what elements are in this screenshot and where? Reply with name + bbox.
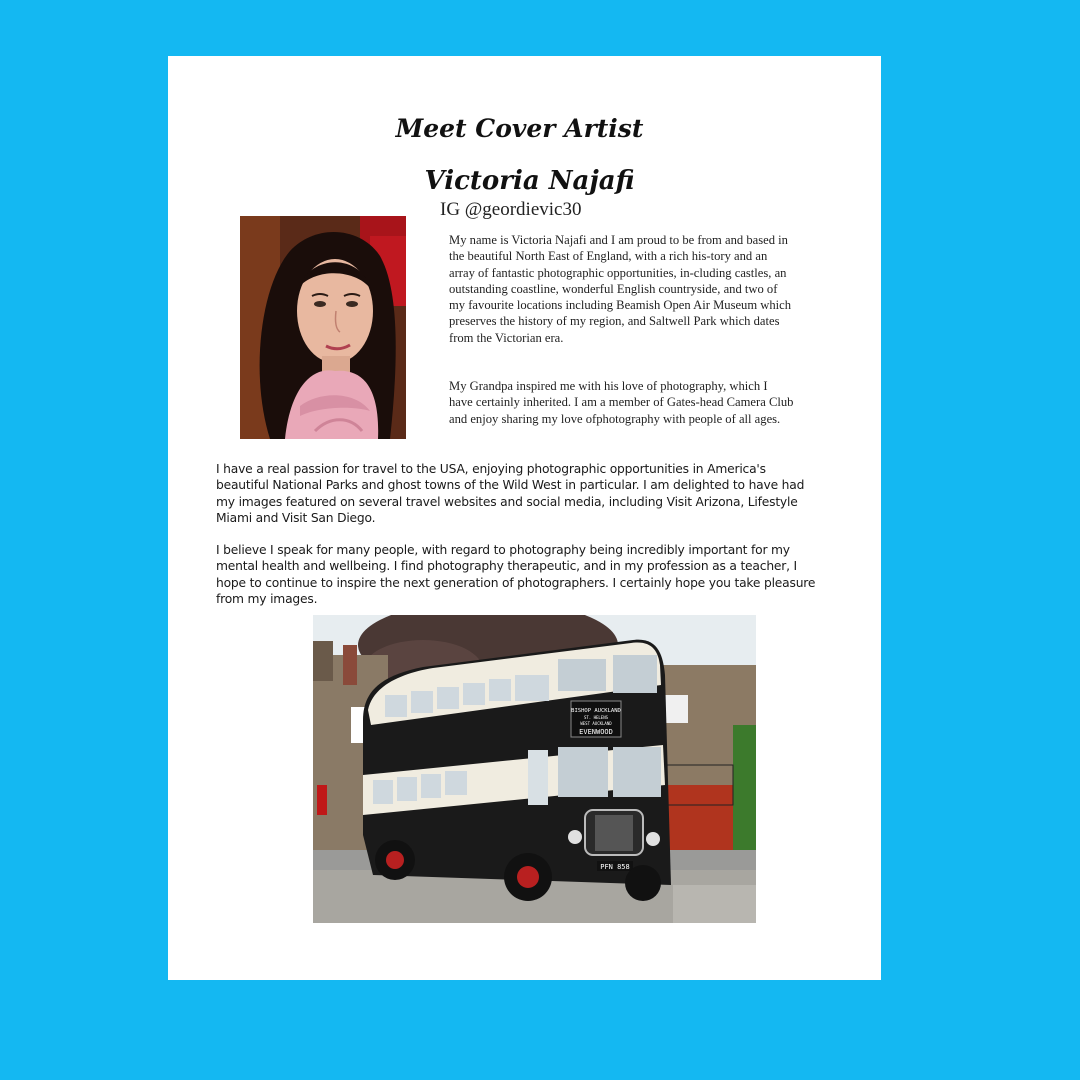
wellbeing-paragraph: I believe I speak for many people, with regard to photography being incredibly important for my mental health and wellbeing. I find photography therapeutic, and in my profession as a teacher, I hope to continue to inspire the next generation of photographers. I certainly hope you take pleasure from my images. [216, 543, 816, 606]
instagram-handle: IG @geordievic30 [440, 199, 582, 220]
bus-sign-line3: WEST AUCKLAND [580, 721, 612, 726]
artist-portrait-photo [240, 216, 406, 439]
bus-sign-line2: ST. HELENS [583, 715, 609, 720]
article-page [168, 56, 881, 980]
travel-paragraph: I have a real passion for travel to the USA, enjoying photographic opportunities in America's beautiful National Parks and ghost towns of the Wild West in particular. I am delighted to have had my images featured on several travel websites and social media, including Visit Arizona, Lifestyle Miami and Visit San Diego. [216, 462, 805, 525]
bus-sign-line4: EVENWOOD [579, 728, 613, 736]
page-title: Meet Cover Artist [395, 114, 644, 143]
bus-photo [313, 615, 756, 923]
grandpa-paragraph: My Grandpa inspired me with his love of photography, which I have certainly inherited. I am a member of Gates-head Camera Club and enjoy sharing my love ofphotography with people of all ages. [449, 379, 794, 426]
bus-plate: PFN 858 [600, 863, 630, 871]
bus-sign-line1: BISHOP AUCKLAND [571, 708, 621, 714]
intro-paragraph: My name is Victoria Najafi and I am proud to be from and based in the beautiful North East of England, with a rich his-tory and an array of fantastic photographic opportunities, in-cluding castles, an outstanding coastline, wonderful English countryside, and two of my favourite locations including Beamish Open Air Museum which preserves the history of my region, and Saltwell Park which dates from the Victorian era. [449, 233, 792, 345]
artist-name: Victoria Najafi [424, 166, 635, 196]
